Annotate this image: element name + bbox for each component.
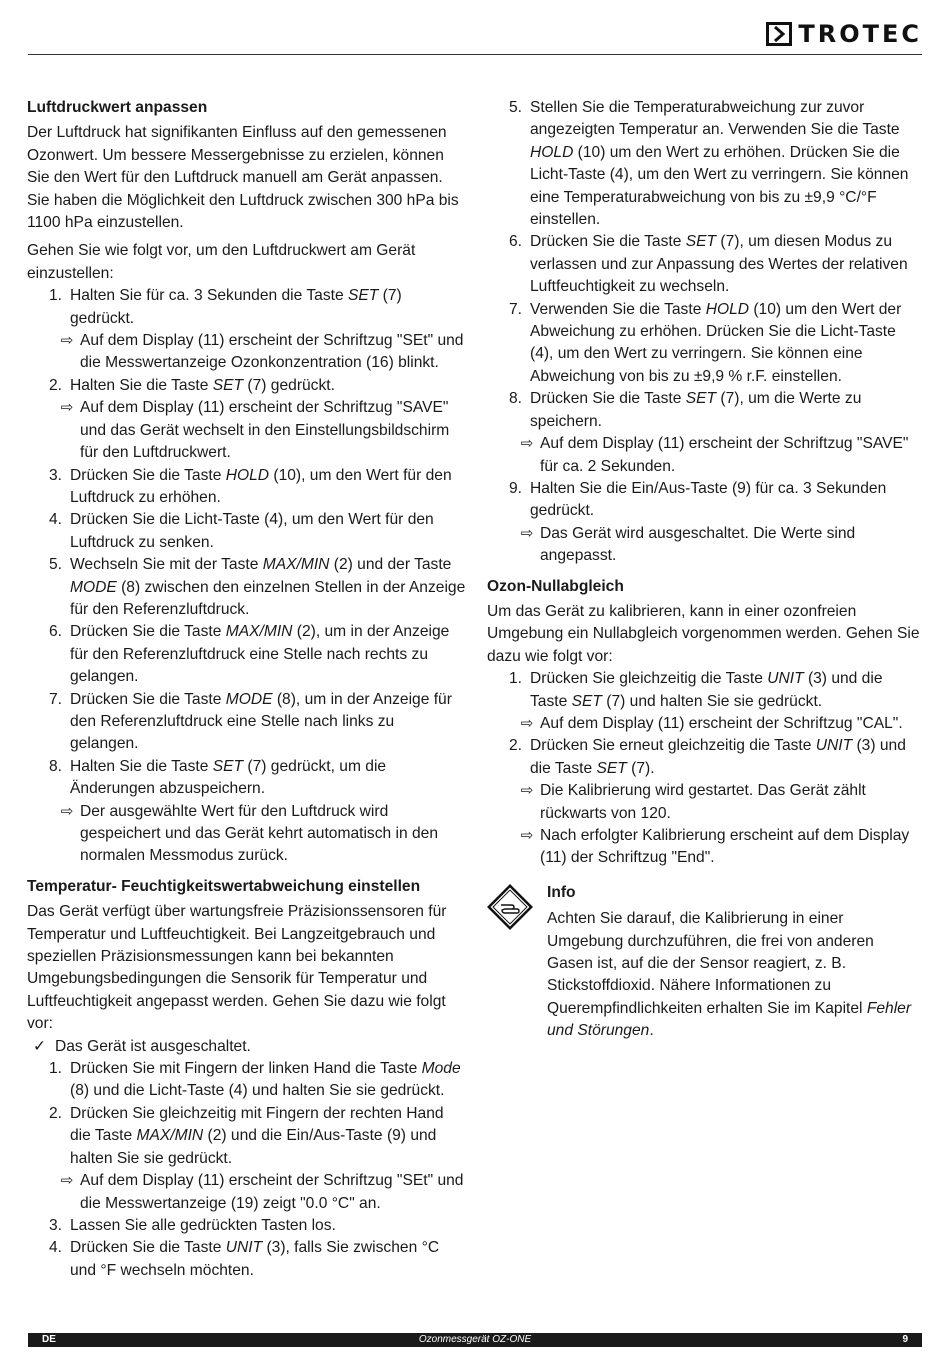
result-item: ⇨ Auf dem Display (11) erscheint der Schriftzug "SEt" und die Messwertanzeige Ozonkonzentration (16) blinkt. — [27, 330, 467, 375]
list-item: 6. Drücken Sie die Taste MAX/MIN (2), um in der Anzeige für den Referenzluftdruck eine Stelle nach rechts zu gelangen. — [48, 623, 450, 686]
result-arrow-icon: ⇨ — [520, 782, 534, 800]
result-item: ⇨ Auf dem Display (11) erscheint der Schriftzug "CAL". — [487, 713, 923, 735]
list-item: 7. Verwenden Sie die Taste HOLD (10) um den Wert der Abweichung zu erhöhen. Drücken Sie die Licht-Taste (4), um den Wert zu verringern. Sie können eine Abweichung von bis zu ±9,9 % r.F. einstellen. — [508, 300, 902, 385]
result-arrow-icon: ⇨ — [520, 524, 534, 542]
list-item: 5. Stellen Sie die Temperaturabweichung zur zuvor angezeigten Temperatur an. Verwenden Sie die Taste HOLD (10) um den Wert zu erhöhen. Drücken Sie die Licht-Taste (4), um den Wert zu verringern. Sie können eine Temperaturabweichung von bis zu ±9,9 °C/°F einstellen. — [508, 99, 909, 229]
list-item: 8. Drücken Sie die Taste SET (7), um die Werte zu speichern. — [508, 390, 862, 430]
list-item: 5. Wechseln Sie mit der Taste MAX/MIN (2) und der Taste MODE (8) zwischen den einzelnen Stellen in der Anzeige für den Referenzluftdruck. — [48, 556, 466, 618]
result-arrow-icon: ⇨ — [60, 399, 74, 417]
result-item: ⇨ Auf dem Display (11) erscheint der Schriftzug "SAVE" und das Gerät wechselt in den Einstellungsbildschirm für den Luftdruckwert. — [27, 397, 467, 464]
logo-chevron-icon — [766, 22, 792, 46]
list-item: 4. Drücken Sie die Taste UNIT (3), falls Sie zwischen °C und °F wechseln möchten. — [48, 1239, 440, 1279]
page-footer — [28, 1333, 922, 1347]
result-item: ⇨ Die Kalibrierung wird gestartet. Das Gerät zählt rückwarts von 120. — [487, 780, 923, 825]
list-item: 3. Lassen Sie alle gedrückten Tasten los. — [48, 1216, 336, 1234]
list-item: 1. Drücken Sie gleichzeitig die Taste UNIT (3) und die Taste SET (7) und halten Sie sie gedrückt. — [508, 670, 883, 710]
info-box — [487, 882, 923, 1043]
trotec-logo — [766, 20, 922, 48]
checkmark-icon: ✓ — [33, 1037, 47, 1055]
list-item: 8. Halten Sie die Taste SET (7) gedrückt, um die Änderungen abzuspeichern. — [48, 757, 387, 798]
list-item: 3. Drücken Sie die Taste HOLD (10), um den Wert für den Luftdruck zu erhöhen. — [48, 466, 452, 506]
footer-language: DE — [42, 1334, 56, 1345]
list-item: 9. Halten Sie die Ein/Aus-Taste (9) für ca. 3 Sekunden gedrückt. — [508, 479, 887, 520]
list-item: 2. Drücken Sie erneut gleichzeitig die Taste UNIT (3) und die Taste SET (7). — [508, 737, 906, 777]
result-arrow-icon: ⇨ — [520, 827, 534, 844]
list-item: 7. Drücken Sie die Taste MODE (8), um in der Anzeige für den Referenzluftdruck eine Stelle nach links zu gelangen. — [48, 690, 452, 753]
result-arrow-icon: ⇨ — [520, 435, 534, 453]
paragraph: Der Luftdruck hat signifikanten Einfluss auf den gemessenen Ozonwert. Um bessere Messergebnisse zu erzielen, können Sie den Wert für den Luftdruck manuell am Gerät anpassen. Sie haben die Möglichkeit den Luftdruck zwischen 300 hPa bis 1100 hPa einzustellen. — [27, 124, 459, 232]
info-title: Info — [547, 883, 576, 901]
paragraph: Das Gerät verfügt über wartungsfreie Präzisionssensoren für Temperatur und Luftfeuchtigkeit. Bei Langzeitgebrauch und speziellen Präzisionsmessungen kann bei bekannten Umgebungsbedingungen die Sensorik für Temperatur und Luftfeuchtigkeit angepasst werden. Gehen Sie dazu wie folgt vor: — [27, 903, 447, 1033]
right-column — [487, 97, 923, 1043]
info-text: Achten Sie darauf, die Kalibrierung in einer Umgebung durchzuführen, die frei von anderen Gasen ist, auf die der Sensor reagiert, z. B. Stickstoffdioxid. Nähere Informationen zu Querempfindlichkeiten erhalten Sie im Kapitel Fehler und Störungen. — [547, 910, 912, 1040]
left-column — [27, 97, 467, 1282]
list-item: 2. Drücken Sie gleichzeitig mit Fingern der rechten Hand die Taste MAX/MIN (2) und die Ein/Aus-Taste (9) und halten Sie sie gedrückt. — [48, 1104, 444, 1167]
info-hand-icon — [487, 882, 547, 1043]
header-divider — [28, 54, 922, 55]
precondition-item: ✓ Das Gerät ist ausgeschaltet. — [27, 1036, 467, 1058]
result-item: ⇨ Der ausgewählte Wert für den Luftdruck wird gespeichert und das Gerät kehrt automatisch in den normalen Messmodus zurück. — [27, 801, 467, 868]
paragraph: Um das Gerät zu kalibrieren, kann in einer ozonfreien Umgebung ein Nullabgleich vorgenommen werden. Gehen Sie dazu wie folgt vor: — [487, 602, 920, 665]
result-arrow-icon: ⇨ — [520, 714, 534, 732]
section-title-ozon: Ozon-Nullabgleich — [487, 577, 624, 595]
result-arrow-icon: ⇨ — [60, 1172, 74, 1190]
list-item: 4. Drücken Sie die Licht-Taste (4), um den Wert für den Luftdruck zu senken. — [48, 511, 434, 551]
list-item: 6. Drücken Sie die Taste SET (7), um diesen Modus zu verlassen und zur Anpassung des Wertes der relativen Luftfeuchtigkeit zu wechseln. — [508, 233, 908, 296]
result-item: ⇨ Auf dem Display (11) erscheint der Schriftzug "SEt" und die Messwertanzeige (19) zeigt "0.0 °C" an. — [27, 1170, 467, 1215]
logo-text: TROTEC — [798, 20, 922, 48]
paragraph: Gehen Sie wie folgt vor, um den Luftdruckwert am Gerät einzustellen: — [27, 242, 416, 282]
result-item: ⇨ Auf dem Display (11) erscheint der Schriftzug "SAVE" für ca. 2 Sekunden. — [487, 433, 923, 478]
result-item: ⇨ Nach erfolgter Kalibrierung erscheint auf dem Display (11) der Schriftzug "End". — [487, 825, 923, 870]
result-item: ⇨ Das Gerät wird ausgeschaltet. Die Werte sind angepasst. — [487, 523, 923, 568]
footer-document-title: Ozonmessgerät OZ-ONE — [418, 1334, 532, 1345]
list-item: 1. Drücken Sie mit Fingern der linken Hand die Taste Mode (8) und die Licht-Taste (4) und halten Sie sie gedrückt. — [48, 1060, 461, 1100]
footer-page-number: 9 — [902, 1334, 908, 1345]
result-arrow-icon: ⇨ — [60, 332, 74, 350]
result-arrow-icon: ⇨ — [60, 802, 74, 820]
section-title-temperatur: Temperatur- Feuchtigkeitswertabweichung einstellen — [27, 877, 421, 895]
list-item: 2. Halten Sie die Taste SET (7) gedrückt. — [48, 376, 335, 394]
section-title-luftdruck: Luftdruckwert anpassen — [27, 99, 208, 116]
list-item: 1. Halten Sie für ca. 3 Sekunden die Taste SET (7) gedrückt. — [48, 287, 402, 327]
